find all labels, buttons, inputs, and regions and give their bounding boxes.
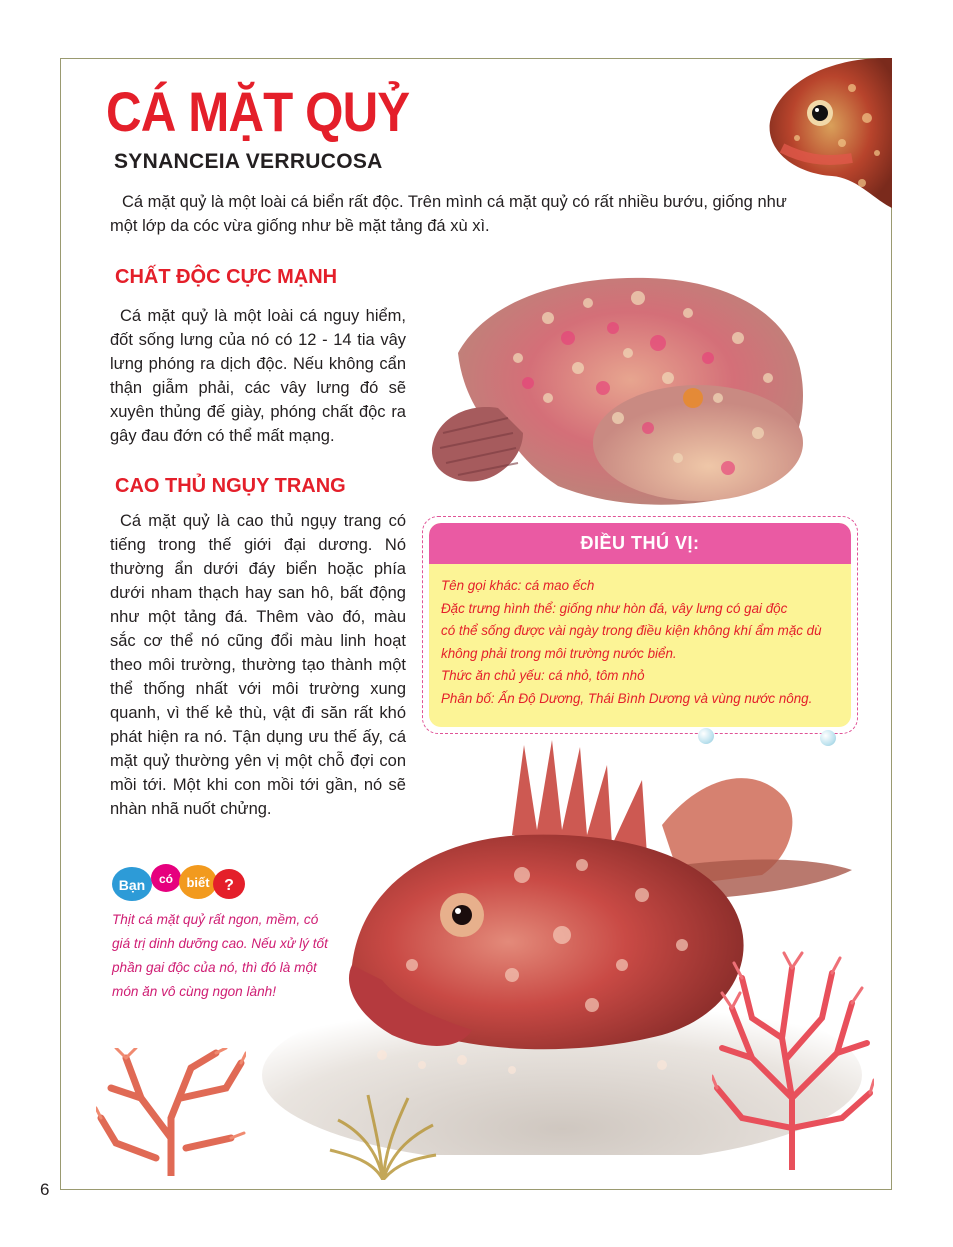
- fun-fact-line: Phân bố: Ấn Độ Dương, Thái Bình Dương và vùng nước nông.: [441, 690, 813, 706]
- fun-fact-line: Thức ăn chủ yếu: cá nhỏ, tôm nhỏ: [441, 668, 645, 684]
- section-heading-camouflage: CAO THỦ NGỤY TRANG: [115, 475, 346, 497]
- page-title: CÁ MẶT QUỶ: [106, 80, 410, 143]
- fun-facts-list: [441, 575, 837, 711]
- scientific-name: SYNANCEIA VERRUCOSA: [114, 150, 383, 173]
- fun-facts-panel: [429, 523, 851, 727]
- section-text-poison: Cá mặt quỷ là một loài cá nguy hiểm, đốt sống lưng của nó có 12 - 14 tia vây lưng phóng ra dịch độc. Nếu không cẩn thận giẫm phải, các vây lưng đó sẽ xuyên thủng đế giày, phóng chất độc ra gây đau đớn có thể mất mạng.: [110, 307, 406, 445]
- did-you-know-text: Thịt cá mặt quỷ rất ngon, mềm, có giá trị dinh dưỡng cao. Nếu xử lý tốt phần gai độc của nó, thì đó là một món ăn vô cùng ngon lành!: [112, 912, 328, 999]
- badge-word: biết: [186, 875, 210, 890]
- fun-fact-line: không phải trong môi trường nước biển.: [441, 645, 677, 661]
- did-you-know-badge: [112, 862, 247, 902]
- pink-coral: [712, 948, 874, 1170]
- sea-anemone: [328, 1090, 438, 1180]
- section-heading-poison: CHẤT ĐỘC CỰC MẠNH: [115, 266, 338, 288]
- stonefish-photo: [428, 258, 818, 508]
- red-coral: [96, 1048, 246, 1176]
- fun-fact-line: có thể sống được vài ngày trong điều kiện không khí ẩm mặc dù: [441, 623, 822, 639]
- fun-facts-title: ĐIỀU THÚ VỊ:: [580, 533, 700, 553]
- fun-facts-header: [429, 523, 851, 564]
- fun-fact-line: Tên gọi khác: cá mao ếch: [441, 578, 595, 593]
- fun-facts-box: [422, 516, 858, 734]
- page-number: 6: [40, 1180, 50, 1199]
- intro-paragraph: Cá mặt quỷ là một loài cá biển rất độc. Trên mình cá mặt quỷ có rất nhiều bướu, giống như một lớp da cóc vừa giống như bề mặt tảng đá xù xì.: [110, 193, 787, 235]
- badge-word: ?: [224, 877, 234, 894]
- fun-fact-line: Đặc trưng hình thể: giống như hòn đá, vây lưng có gai độc: [441, 600, 788, 616]
- section-text-camouflage: Cá mặt quỷ là cao thủ ngụy trang có tiếng trong thế giới đại dương. Nó thường ẩn dưới đáy biển hoặc phía dưới nham thạch hay san hô, bất động như một tảng đá. Thêm vào đó, màu sắc cơ thể nó cũng đổi màu linh hoạt theo môi trường, thường tạo thành một thể thống nhất với môi trường xung quanh, vì thế kẻ thù, vật đi săn rất khó phát hiện ra nó. Tận dụng ưu thế ấy, cá mặt quỷ thường yên vị một chỗ đợi con mồi tới. Một khi con mồi tới gần, nó sẽ nhàn nhã nuốt chửng.: [110, 512, 406, 818]
- badge-word: có: [158, 872, 174, 886]
- badge-word: Bạn: [118, 877, 146, 893]
